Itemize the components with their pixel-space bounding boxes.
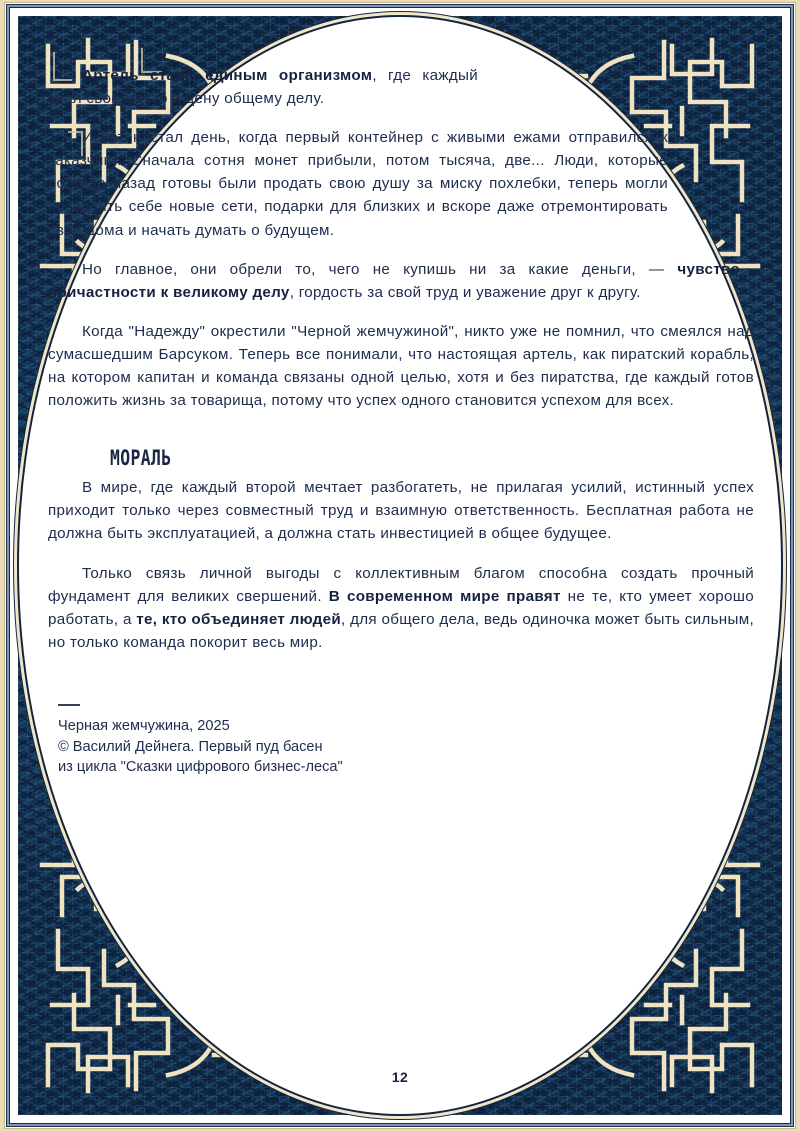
paragraph-artel-rest: , где каждый знал свое место и цену общему делу. — [48, 67, 478, 108]
page-number: 12 — [391, 1069, 409, 1085]
moral-p2-bold1: В современном мире правят — [328, 587, 561, 605]
moral-p2-part3: , для общего дела, ведь одиночка может быть сильным, но только команда покорит весь мир. — [48, 610, 754, 651]
colophon-line-series: из цикла "Сказки цифрового бизнес-леса" — [58, 759, 343, 776]
moral-heading: МОРАЛЬ — [110, 446, 172, 471]
colophon-line-title: Черная жемчужина, 2025 — [58, 717, 230, 734]
document-content — [48, 64, 754, 778]
moral-p2-part2: не те, кто умеет хорошо работать, а — [48, 587, 754, 628]
paragraph-feeling-bold: чувство причастности к великому делу — [48, 260, 740, 301]
moral-paragraph-1: В мире, где каждый второй мечтает разбогатеть, не прилагая усилий, истинный успех приходит только через совместный труд и взаимную ответственность. Бесплатная работа не должна быть эксплуатацией, а должна стать инвестицией в общее будущее. — [48, 479, 754, 543]
colophon-line-author: © Василий Дейнега. Первый пуд басен — [58, 738, 323, 755]
moral-paragraph-2 — [48, 562, 754, 654]
paragraph-artel-bold: Артель стала единым организмом — [82, 67, 373, 84]
colophon-separator-rule — [58, 704, 80, 706]
paragraph-artel — [48, 64, 478, 110]
moral-p2-bold2: те, кто объединяет людей — [136, 610, 342, 628]
paragraph-container: И вот настал день, когда первый контейнер с живыми ежами отправился к заказчику. Сначала сотня монет прибыли, потом тысяча, две... Люди, которые полгода назад готовы были продать свою душу за миску похлебки, теперь могли позволить себе новые сети, подарки для близких и вскоре даже отремонтировать свои дома и начать думать о будущем. — [48, 129, 668, 239]
moral-p2-part1: Только связь личной выгоды с коллективным благом способна создать прочный фундамент для великих свершений. — [48, 564, 754, 605]
paragraph-nadezhda: Когда "Надежду" окрестили "Черной жемчужиной", никто уже не помнил, что смеялся над сумасшедшим Барсуком. Теперь все понимали, что настоящая артель, как пиратский корабль, на котором капитан и команда связаны одной целью, хотя и без пиратства, где каждый готов положить жизнь за товарища, потому что успех одного становится успехом для всех. — [48, 322, 754, 410]
paragraph-feeling-part1: Но главное, они обрели то, чего не купишь ни за какие деньги, — — [82, 260, 678, 278]
colophon — [58, 704, 754, 778]
paragraph-feeling-part2: , гордость за свой труд и уважение друг к другу. — [289, 283, 641, 301]
paragraph-feeling — [48, 258, 740, 304]
